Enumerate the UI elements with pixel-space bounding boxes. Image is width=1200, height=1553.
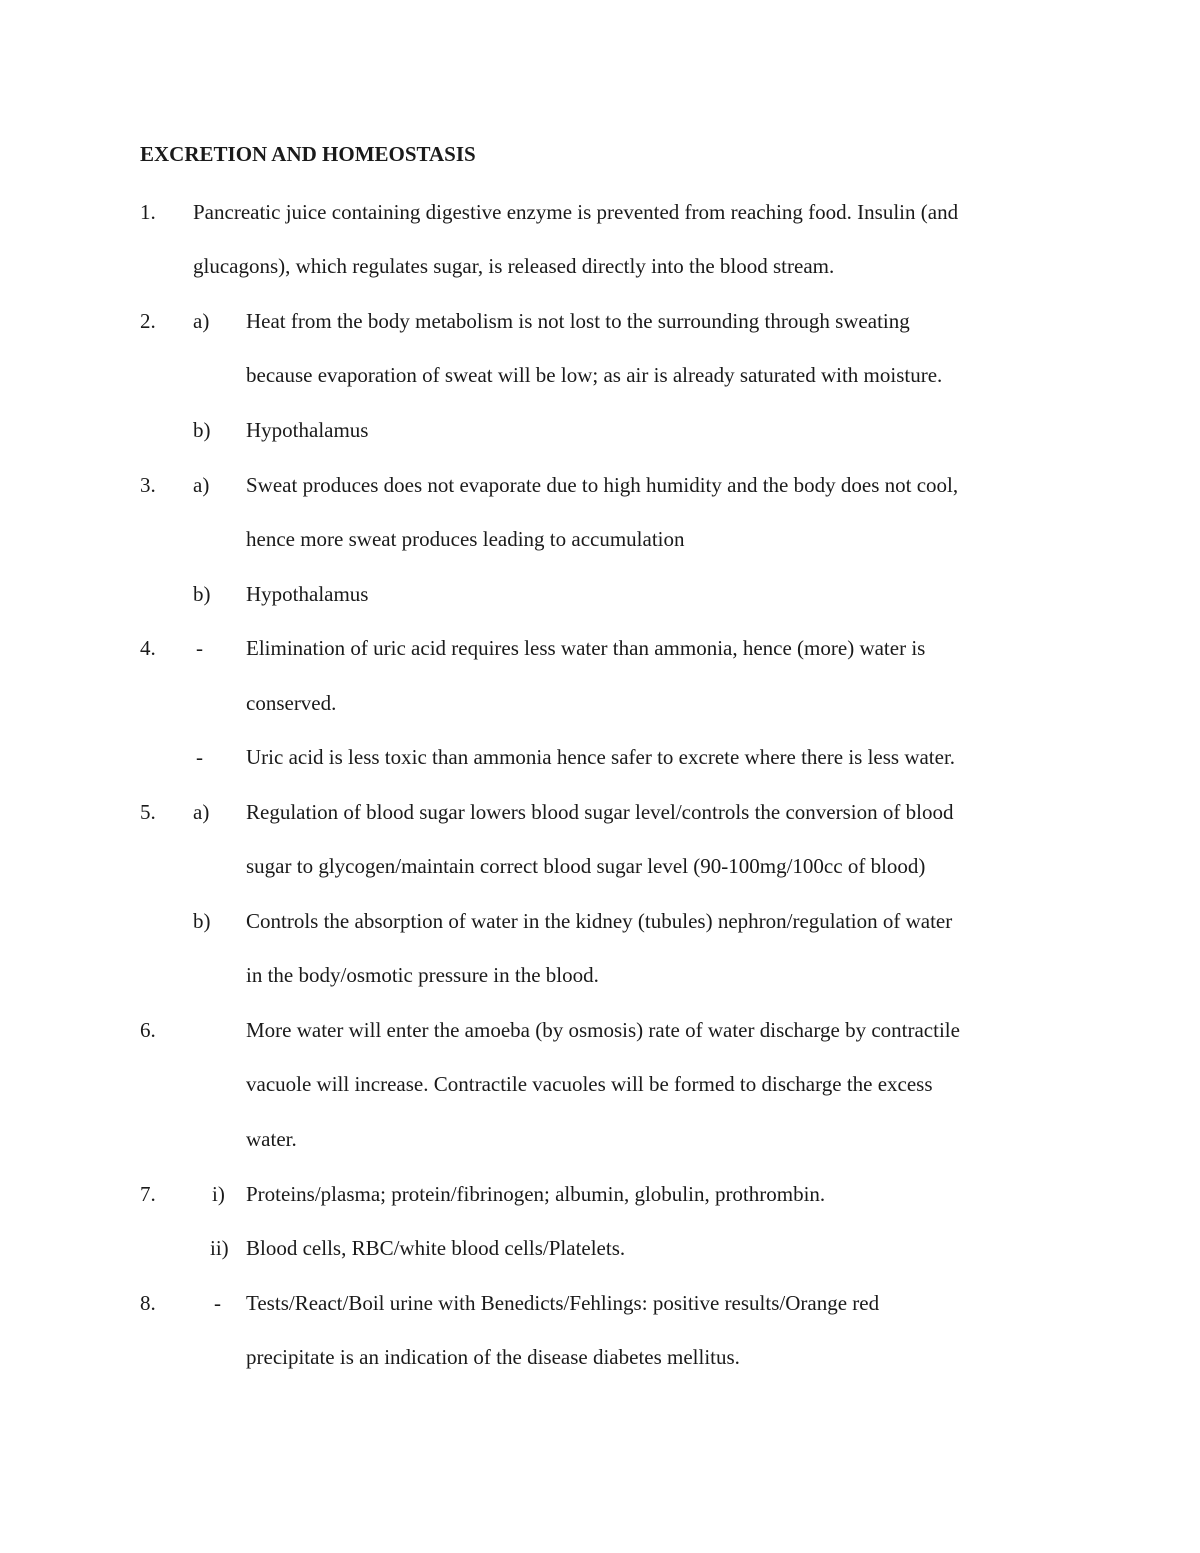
item-number: 8. (140, 1291, 156, 1315)
item-text: Blood cells, RBC/white blood cells/Platelets. (246, 1236, 626, 1260)
item-text: sugar to glycogen/maintain correct blood sugar level (90-100mg/100cc of blood) (246, 854, 926, 878)
item-text: Hypothalamus (246, 418, 369, 442)
item-text: Heat from the body metabolism is not lost to the surrounding through sweating (246, 309, 910, 333)
item-text: water. (246, 1127, 297, 1151)
item-number: 5. (140, 800, 156, 824)
item-marker: a) (193, 473, 210, 497)
item-text: glucagons), which regulates sugar, is released directly into the blood stream. (193, 254, 835, 278)
item-marker: a) (193, 309, 210, 333)
item-marker: b) (193, 909, 211, 933)
item-number: 2. (140, 309, 156, 333)
item-text: precipitate is an indication of the disease diabetes mellitus. (246, 1345, 740, 1369)
item-marker: - (214, 1291, 221, 1315)
item-marker: a) (193, 800, 210, 824)
item-number: 3. (140, 473, 156, 497)
item-number: 1. (140, 200, 156, 224)
item-text: Uric acid is less toxic than ammonia hence safer to excrete where there is less water. (246, 745, 956, 769)
item-text: Proteins/plasma; protein/fibrinogen; albumin, globulin, prothrombin. (246, 1182, 826, 1206)
item-marker: b) (193, 582, 211, 606)
item-text: in the body/osmotic pressure in the blood. (246, 963, 599, 987)
item-text: Hypothalamus (246, 582, 369, 606)
item-marker: b) (193, 418, 211, 442)
item-text: Elimination of uric acid requires less water than ammonia, hence (more) water is (246, 636, 926, 660)
item-text: vacuole will increase. Contractile vacuoles will be formed to discharge the excess (246, 1072, 933, 1096)
item-number: 7. (140, 1182, 156, 1206)
item-text: because evaporation of sweat will be low; as air is already saturated with moisture. (246, 363, 943, 387)
item-text: More water will enter the amoeba (by osmosis) rate of water discharge by contractile (246, 1018, 960, 1042)
item-text: conserved. (246, 691, 337, 715)
item-text: Regulation of blood sugar lowers blood sugar level/controls the conversion of blood (246, 800, 954, 824)
item-marker: ii) (210, 1236, 229, 1260)
item-text: Sweat produces does not evaporate due to high humidity and the body does not cool, (246, 473, 959, 497)
item-text: Pancreatic juice containing digestive enzyme is prevented from reaching food. Insulin (and (193, 200, 959, 224)
item-text: hence more sweat produces leading to accumulation (246, 527, 685, 551)
item-number: 4. (140, 636, 156, 660)
item-text: Controls the absorption of water in the kidney (tubules) nephron/regulation of water (246, 909, 953, 933)
item-marker: - (196, 745, 203, 769)
item-marker: i) (212, 1182, 225, 1206)
item-marker: - (196, 636, 203, 660)
item-number: 6. (140, 1018, 156, 1042)
document-title: EXCRETION AND HOMEOSTASIS (140, 142, 476, 166)
item-text: Tests/React/Boil urine with Benedicts/Fehlings: positive results/Orange red (246, 1291, 880, 1315)
